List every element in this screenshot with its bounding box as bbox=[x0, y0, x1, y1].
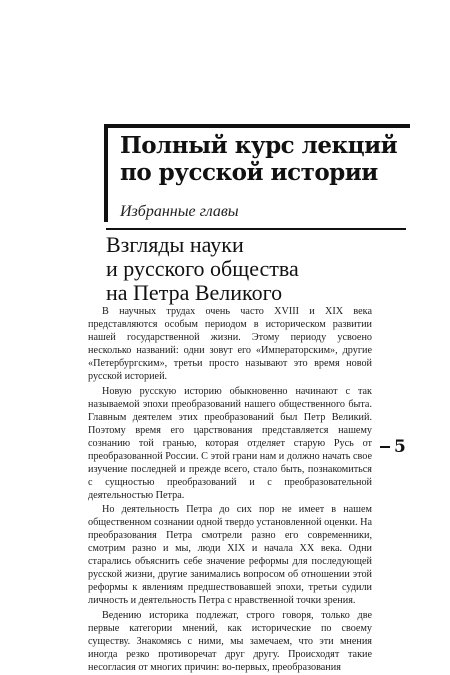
book-title-block bbox=[104, 124, 410, 222]
page-marker-rule bbox=[380, 446, 390, 448]
paragraph: Ведению историка подлежат, строго говоря, только две первые категории мнений, как исторические по своему существу. Знакомясь с ними, мы замечаем, что эти мнения иногда резко противоречат друг другу. Происходят такие несогласия от многих причин: во-первых, преобразования bbox=[88, 609, 372, 673]
page-number: 5 bbox=[394, 437, 406, 457]
paragraph: В научных трудах очень часто XVIII и XIX века представляются особым периодом в историческом развитии нашей государственной жизни. Этому периоду усвоено несколько названий: одни зовут его «Императорским», другие «Петербургским», третьи просто называют это время новой русской историей. bbox=[88, 306, 372, 382]
paragraph: Но деятельность Петра до сих пор не имеет в нашем общественном сознании одной твердо установленной оценки. На преобразования Петра смотрели разно его современники, смотрим разно и мы, люди XIX и начала XX века. Одни старались объяснить себе значение реформы для последующей русской жизни, другие занимались вопросом об отношении этой реформы к явлениям предшествовавшей эпохи, третьи судили личность и деятельность Петра с нравственной точки зрения. bbox=[88, 504, 372, 606]
chapter-title: Взгляды науки и русского общества на Петра Великого bbox=[106, 228, 406, 305]
page-marker bbox=[380, 433, 450, 461]
book-title: Полный курс лекций по русской истории bbox=[120, 132, 398, 186]
book-subtitle: Избранные главы bbox=[120, 203, 239, 220]
body-text bbox=[88, 305, 372, 675]
paragraph: Новую русскую историю обыкновенно начинают с так называемой эпохи преобразований нашего общественного быта. Главным деятелем этих преобразований был Петр Великий. Поэтому время его царствования представляется нашему сознанию той гранью, которая отделяет старую Русь от преобразованной России. С этой грани нам и должно начать свое изучение последней и прежде всего, стало быть, познакомиться с сущностью преобразований и с преобразовательной деятельностью Петра. bbox=[88, 385, 372, 501]
